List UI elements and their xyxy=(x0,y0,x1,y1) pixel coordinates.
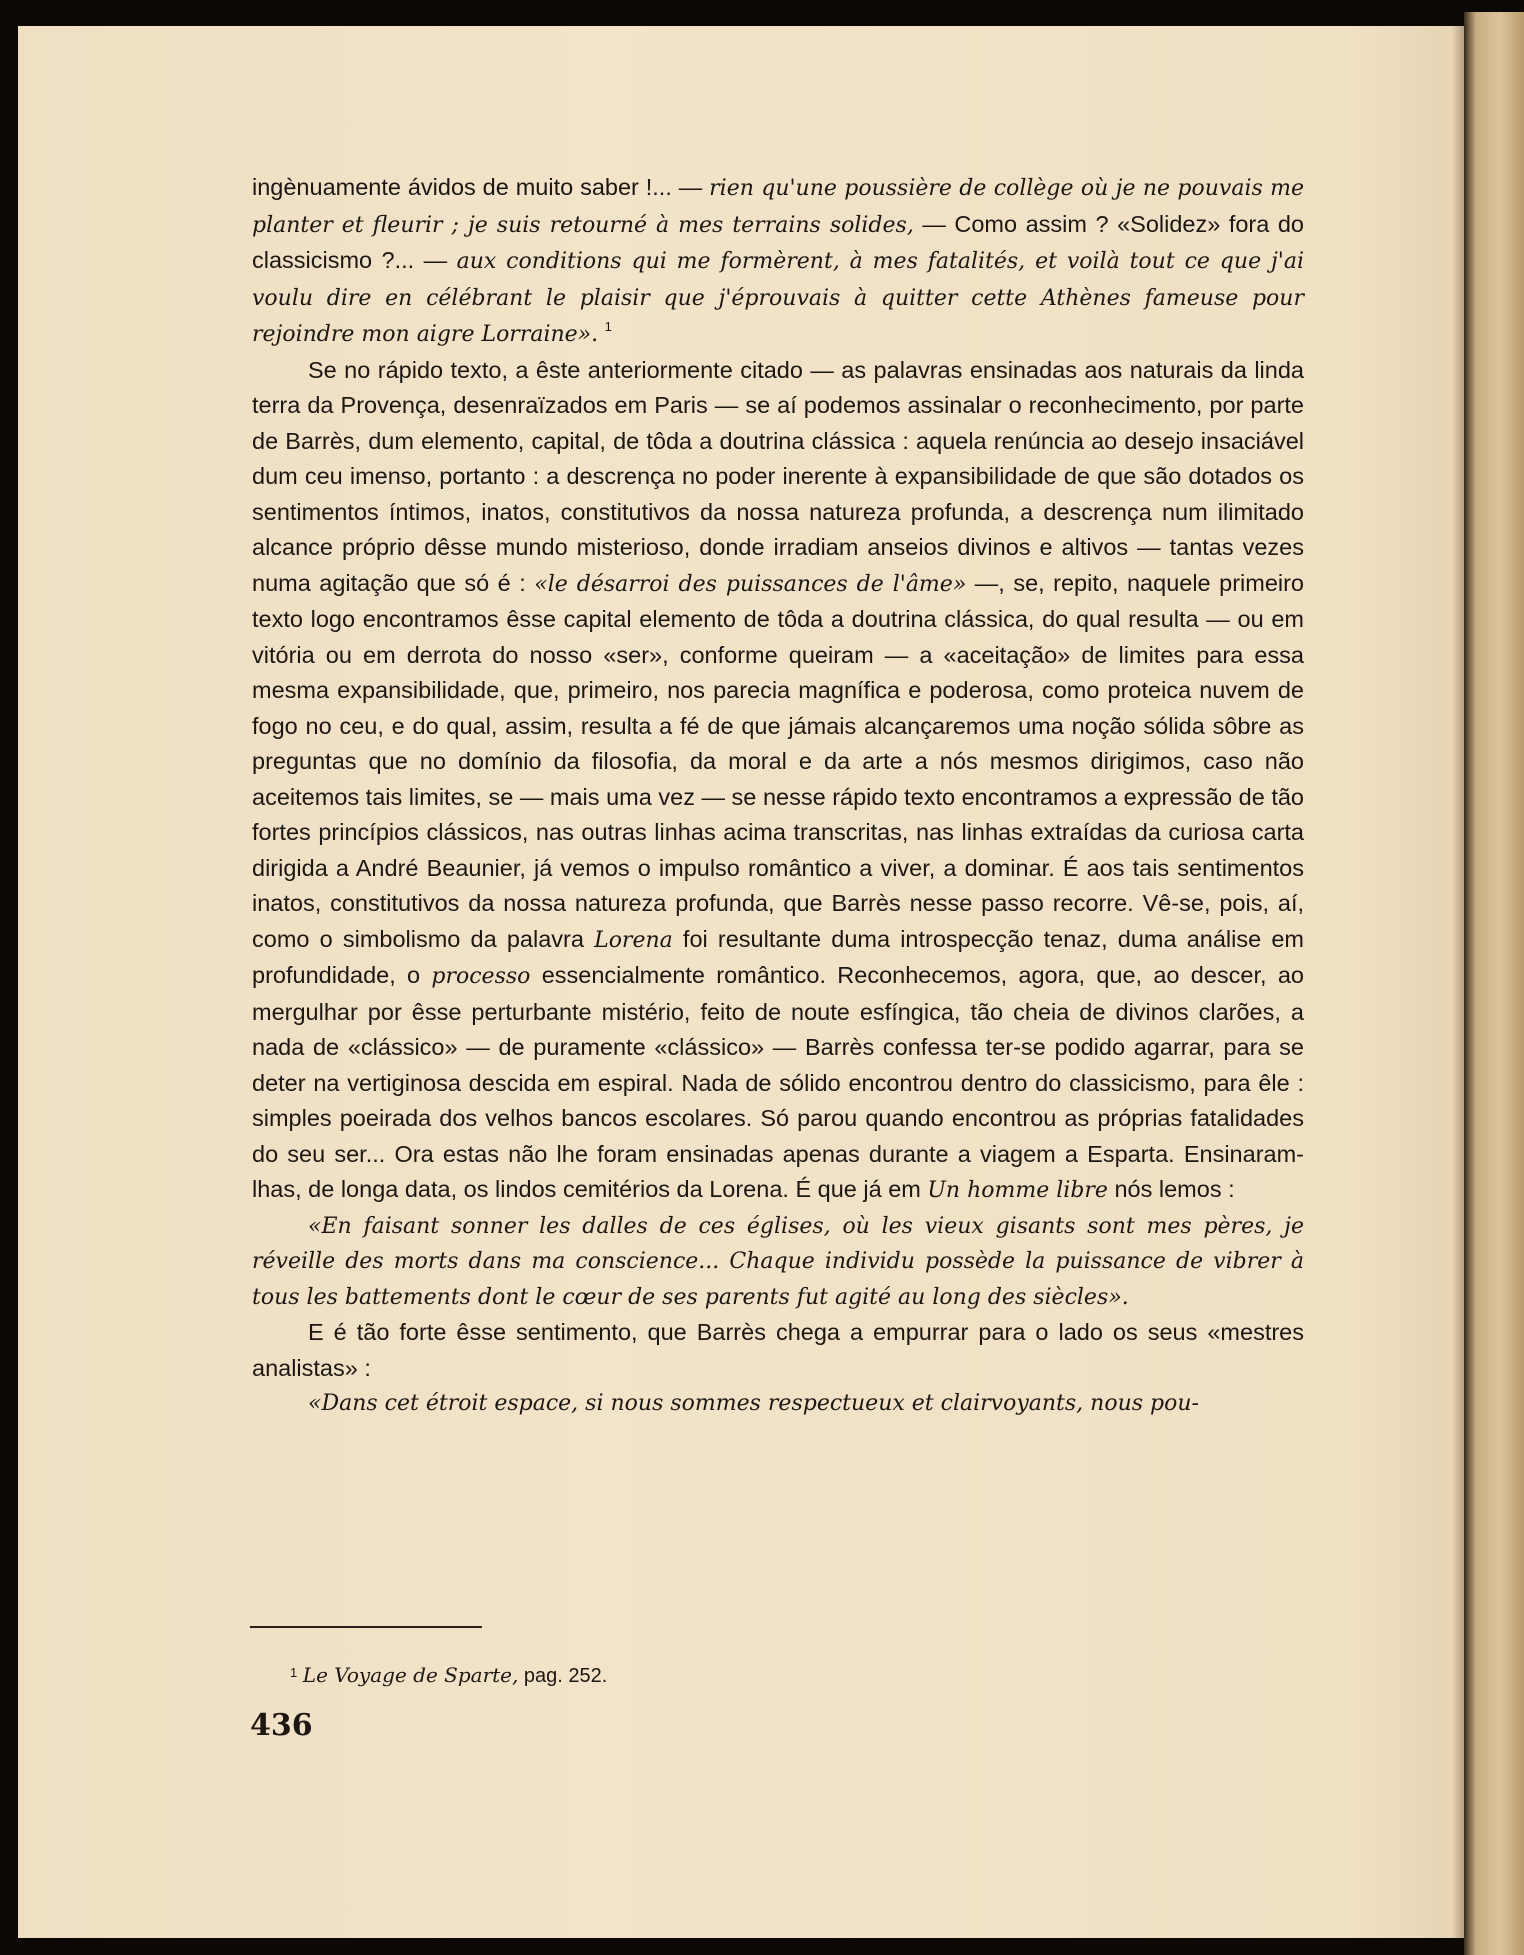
run: —, se, repito, naquele primeiro texto logo encontramos êsse capital elemento de tôda a doutrina clássica, do qual resulta — ou em vitória ou em derrota do nosso «ser», conforme queiram — a «aceitação» de limites para essa mesma expansibilidade, que, primeiro, nos parecia magnífica e poderosa, como proteica nuvem de fogo no ceu, e do qual, assim, resulta a fé de que jámais alcançaremos uma noção sólida sôbre as preguntas que no domínio da filosofia, da moral e da arte a nós mesmos dirigimos, caso não aceitemos tais limites, se — mais uma vez — se nesse rápido texto encontramos a expressão de tão fortes princípios clássicos, nas outras linhas acima transcritas, nas linhas extraídas da curiosa carta dirigida a André Beaunier, já vemos o impulso romântico a viver, a dominar. É aos tais sentimentos inatos, constitutivos da nossa natureza profunda, que Barrès nesse passo recorre. Vê-se, pois, aí, como o simbolismo da palavra xyxy=(252,569,1305,952)
run: foi resultante duma introspecção tenaz, duma análise em profundidade, o xyxy=(252,925,1305,988)
run-italic: Lorena xyxy=(594,927,673,953)
paragraph-2 xyxy=(252,353,1304,1209)
footnote-number: 1 xyxy=(290,1665,298,1680)
footnote-title: Le Voyage de Sparte, xyxy=(302,1663,519,1687)
run: — Como assim ? «Solidez» fora do classicismo ?... — xyxy=(252,210,1304,273)
run: essencialmente romântico. Reconhecemos, agora, que, ao descer, ao mergulhar por êsse perturbante mistério, feito de noute esfíngica, tão cheia de divinos clarões, a nada de «clássico» — de puramente «clássico» — Barrès confessa ter-se podido agarrar, para se deter na vertiginosa descida em espiral. Nada de sólido encontrou dentro do classicismo, para êle : simples poeirada dos velhos bancos escolares. Só parou quando encontrou as próprias fatalidades do seu ser... Ora estas não lhe foram ensinadas apenas durante a viagem a Esparta. Ensinaram-lhas, de longa data, os lindos cemitérios da Lorena. É que já em xyxy=(252,962,1304,1202)
footnote-rest: pag. 252. xyxy=(518,1665,608,1687)
footnote xyxy=(290,1662,607,1689)
paragraph-1 xyxy=(252,170,1304,353)
run-italic: «le désarroi des puissances de l'âme» xyxy=(534,571,967,597)
run: Se no rápido texto, a êste anteriormente citado — as palavras ensinadas aos naturais da linda terra da Provença, desenraïzados em Paris — se aí podemos assinalar o reconhecimento, por parte de Barrès, dum elemento, capital, de tôda a doutrina clássica : aquela renúncia ao desejo insaciável dum ceu imenso, portanto : a descrença no poder inerente à expansibilidade de que são dotados os sentimentos íntimos, inatos, constitutivos da nossa natureza profunda, a descrença num ilimitado alcance próprio dêsse mundo misterioso, donde irradiam anseios divinos e altivos — tantas vezes numa agitação que só é : xyxy=(252,356,1304,596)
quotation-2: «Dans cet étroit espace, si nous sommes respectueux et clairvoyants, nous pou- xyxy=(308,1391,1199,1416)
page-number: 436 xyxy=(250,1708,313,1743)
run: ingènuamente ávidos de muito saber !... — xyxy=(252,174,710,200)
quotation-1: «En faisant sonner les dalles de ces églises, où les vieux gisants sont mes pères, je réveille des morts dans ma conscience... Chaque individu possède la puissance de vibrer à tous les battements dont le cœur de ses parents fut agité au long des siècles». xyxy=(252,1213,1304,1310)
run: nós lemos : xyxy=(1107,1176,1235,1202)
run-italic: aux conditions qui me formèrent, à mes fatalités, et voilà tout ce que j'ai voulu dire en célébrant le plaisir que j'éprouvais à quitter cette Athènes fameuse pour rejoindre mon aigre Lorraine». xyxy=(252,249,1304,347)
footnote-divider xyxy=(250,1626,482,1628)
run-italic: rien qu'une poussière de collège où je ne pouvais me planter et fleurir ; je suis retourné à mes terrains solides, xyxy=(252,176,1305,238)
body-text xyxy=(252,170,1304,1422)
footnote-marker: 1 xyxy=(604,319,612,334)
book-gutter xyxy=(1464,12,1524,1955)
paragraph-3: E é tão forte êsse sentimento, que Barrès chega a empurrar para o lado os seus «mestres analistas» : xyxy=(252,1319,1304,1381)
page-fold-shadow xyxy=(1452,26,1466,1938)
run-italic: Un homme libre xyxy=(927,1178,1108,1203)
run-italic: processo xyxy=(431,964,531,989)
